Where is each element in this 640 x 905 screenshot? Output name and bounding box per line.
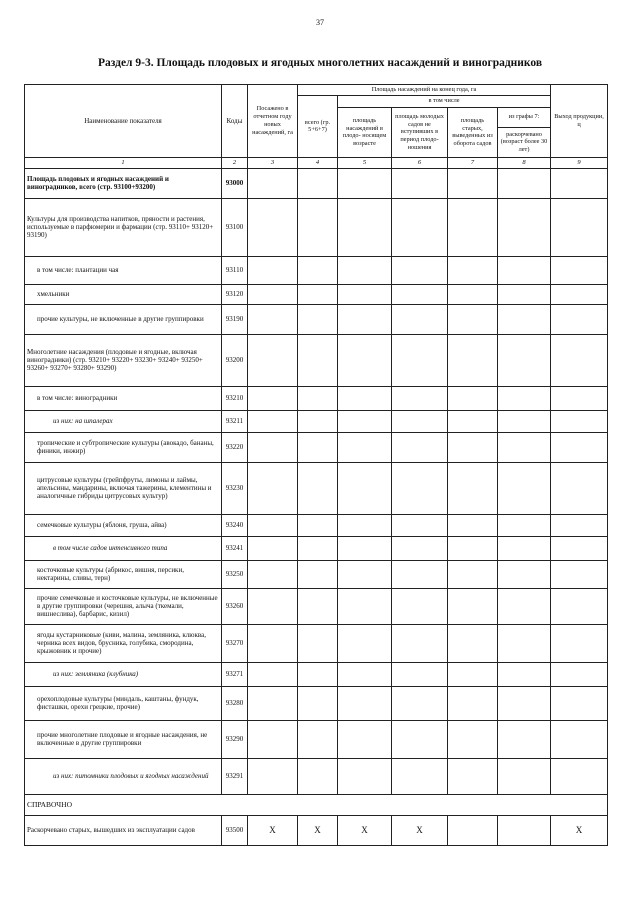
input-cell[interactable] bbox=[498, 304, 551, 334]
row-code: 93240 bbox=[222, 514, 248, 536]
form-table bbox=[24, 84, 608, 846]
input-cell[interactable] bbox=[498, 514, 551, 536]
input-cell[interactable] bbox=[248, 514, 298, 536]
input-cell[interactable] bbox=[551, 386, 608, 410]
input-cell[interactable] bbox=[338, 432, 392, 462]
input-cell[interactable] bbox=[498, 386, 551, 410]
area-end-header: Площадь насаждений на конец года, га bbox=[298, 85, 551, 96]
input-cell[interactable] bbox=[338, 334, 392, 386]
input-cell[interactable] bbox=[498, 815, 551, 845]
input-cell[interactable] bbox=[551, 588, 608, 624]
row-name: Раскорчевано старых, вышедших из эксплуатации садов bbox=[25, 815, 222, 845]
input-cell[interactable] bbox=[298, 334, 338, 386]
input-cell[interactable] bbox=[498, 560, 551, 588]
input-cell[interactable] bbox=[298, 432, 338, 462]
input-cell[interactable] bbox=[338, 462, 392, 514]
row-code: 93260 bbox=[222, 588, 248, 624]
input-cell[interactable] bbox=[392, 686, 448, 720]
row-name: тропические и субтропические культуры (авокадо, бананы, финики, инжир) bbox=[25, 432, 222, 462]
input-cell[interactable] bbox=[338, 168, 392, 198]
input-cell[interactable] bbox=[551, 514, 608, 536]
input-cell[interactable] bbox=[498, 686, 551, 720]
table-row bbox=[25, 686, 608, 720]
row-name: семечковые культуры (яблоня, груша, айва) bbox=[25, 514, 222, 536]
input-cell[interactable] bbox=[448, 284, 498, 304]
input-cell[interactable] bbox=[448, 536, 498, 560]
col-old-header: площадь старых, выведенных из оборота садов bbox=[448, 107, 498, 157]
input-cell[interactable] bbox=[248, 410, 298, 432]
input-cell[interactable] bbox=[248, 334, 298, 386]
row-code: 93290 bbox=[222, 720, 248, 758]
input-cell[interactable] bbox=[392, 462, 448, 514]
input-cell[interactable] bbox=[248, 662, 298, 686]
row-name: в том числе садов интенсивного типа bbox=[25, 536, 222, 560]
input-cell[interactable] bbox=[298, 256, 338, 284]
input-cell[interactable] bbox=[298, 662, 338, 686]
input-cell[interactable] bbox=[448, 256, 498, 284]
input-cell[interactable] bbox=[338, 386, 392, 410]
input-cell[interactable] bbox=[498, 720, 551, 758]
row-name: прочие культуры, не включенные в другие группировки bbox=[25, 304, 222, 334]
input-cell[interactable] bbox=[298, 410, 338, 432]
input-cell[interactable] bbox=[448, 624, 498, 662]
row-name: Культуры для производства напитков, пряности и растения, используемые в парфюмерии и фармации (стр. 93110+ 93120+ 93190) bbox=[25, 198, 222, 256]
input-cell[interactable] bbox=[448, 168, 498, 198]
table-row bbox=[25, 758, 608, 794]
input-cell[interactable] bbox=[248, 588, 298, 624]
input-cell[interactable] bbox=[298, 536, 338, 560]
x-mark: X bbox=[392, 815, 448, 845]
table-row bbox=[25, 514, 608, 536]
table-row bbox=[25, 334, 608, 386]
col-fruiting-header: площадь насаждений в плодо- носящем возрасте bbox=[338, 107, 392, 157]
input-cell[interactable] bbox=[248, 536, 298, 560]
input-cell[interactable] bbox=[338, 686, 392, 720]
input-cell[interactable] bbox=[551, 410, 608, 432]
row-name: хмельники bbox=[25, 284, 222, 304]
input-cell[interactable] bbox=[338, 588, 392, 624]
input-cell[interactable] bbox=[298, 168, 338, 198]
column-number: 2 bbox=[222, 157, 248, 168]
column-numbers-row bbox=[25, 157, 608, 168]
col-planted-header: Посажено в отчетном году новых насаждений, га bbox=[248, 85, 298, 158]
input-cell[interactable] bbox=[448, 432, 498, 462]
input-cell[interactable] bbox=[498, 536, 551, 560]
input-cell[interactable] bbox=[248, 560, 298, 588]
input-cell[interactable] bbox=[448, 720, 498, 758]
input-cell[interactable] bbox=[248, 284, 298, 304]
input-cell[interactable] bbox=[338, 304, 392, 334]
input-cell[interactable] bbox=[498, 256, 551, 284]
input-cell[interactable] bbox=[248, 256, 298, 284]
input-cell[interactable] bbox=[248, 686, 298, 720]
table-row bbox=[25, 588, 608, 624]
row-code: 93250 bbox=[222, 560, 248, 588]
input-cell[interactable] bbox=[248, 720, 298, 758]
input-cell[interactable] bbox=[392, 624, 448, 662]
row-name: цитрусовые культуры (грейпфруты, лимоны и лаймы, апельсины, мандарины, включая тажерины, клементины и аналогичные гибриды цитрусовых культур) bbox=[25, 462, 222, 514]
row-code: 93120 bbox=[222, 284, 248, 304]
table-row bbox=[25, 284, 608, 304]
col-output-header: Выход продукции, ц bbox=[551, 85, 608, 158]
input-cell[interactable] bbox=[338, 256, 392, 284]
row-code: 93190 bbox=[222, 304, 248, 334]
row-name: ягоды кустарниковые (киви, малина, земляника, клюква, черника всех видов, брусника, голубика, смородина, крыжовник и прочие) bbox=[25, 624, 222, 662]
input-cell[interactable] bbox=[392, 168, 448, 198]
input-cell[interactable] bbox=[298, 560, 338, 588]
column-number: 7 bbox=[448, 157, 498, 168]
col-name-header: Наименование показателя bbox=[25, 85, 222, 158]
input-cell[interactable] bbox=[392, 386, 448, 410]
input-cell[interactable] bbox=[551, 304, 608, 334]
input-cell[interactable] bbox=[448, 588, 498, 624]
input-cell[interactable] bbox=[338, 624, 392, 662]
x-mark: X bbox=[248, 815, 298, 845]
column-number: 3 bbox=[248, 157, 298, 168]
input-cell[interactable] bbox=[551, 662, 608, 686]
reference-heading-row bbox=[25, 794, 608, 815]
row-code: 93220 bbox=[222, 432, 248, 462]
input-cell[interactable] bbox=[338, 410, 392, 432]
input-cell[interactable] bbox=[298, 588, 338, 624]
input-cell[interactable] bbox=[448, 560, 498, 588]
input-cell[interactable] bbox=[298, 284, 338, 304]
input-cell[interactable] bbox=[448, 662, 498, 686]
table-row bbox=[25, 198, 608, 256]
reference-row bbox=[25, 815, 608, 845]
col-uprooted-header: раскорчевано (возраст более 30 лет) bbox=[498, 127, 551, 157]
input-cell[interactable] bbox=[338, 720, 392, 758]
input-cell[interactable] bbox=[448, 198, 498, 256]
input-cell[interactable] bbox=[551, 536, 608, 560]
col-total-header: всего (гр. 5+6+7) bbox=[298, 95, 338, 157]
input-cell[interactable] bbox=[551, 168, 608, 198]
table-row bbox=[25, 560, 608, 588]
input-cell[interactable] bbox=[338, 662, 392, 686]
row-code: 93270 bbox=[222, 624, 248, 662]
row-name: косточковые культуры (абрикос, вишня, персики, нектарины, сливы, терн) bbox=[25, 560, 222, 588]
column-number: 6 bbox=[392, 157, 448, 168]
input-cell[interactable] bbox=[338, 284, 392, 304]
input-cell[interactable] bbox=[392, 560, 448, 588]
input-cell[interactable] bbox=[298, 304, 338, 334]
input-cell[interactable] bbox=[392, 410, 448, 432]
input-cell[interactable] bbox=[448, 758, 498, 794]
input-cell[interactable] bbox=[498, 284, 551, 304]
input-cell[interactable] bbox=[392, 514, 448, 536]
column-number: 8 bbox=[498, 157, 551, 168]
input-cell[interactable] bbox=[248, 198, 298, 256]
row-code: 93210 bbox=[222, 386, 248, 410]
input-cell[interactable] bbox=[551, 432, 608, 462]
input-cell[interactable] bbox=[448, 334, 498, 386]
of-col7-header: из графы 7: bbox=[498, 107, 551, 127]
input-cell[interactable] bbox=[392, 304, 448, 334]
row-code: 93230 bbox=[222, 462, 248, 514]
input-cell[interactable] bbox=[498, 410, 551, 432]
x-mark: X bbox=[298, 815, 338, 845]
input-cell[interactable] bbox=[248, 304, 298, 334]
input-cell[interactable] bbox=[498, 198, 551, 256]
section-title: Раздел 9-3. Площадь плодовых и ягодных многолетних насаждений и виноградников bbox=[97, 57, 543, 69]
input-cell[interactable] bbox=[448, 304, 498, 334]
row-code: 93211 bbox=[222, 410, 248, 432]
input-cell[interactable] bbox=[448, 386, 498, 410]
input-cell[interactable] bbox=[338, 536, 392, 560]
column-number: 1 bbox=[25, 157, 222, 168]
input-cell[interactable] bbox=[448, 686, 498, 720]
input-cell[interactable] bbox=[392, 536, 448, 560]
row-code: 93500 bbox=[222, 815, 248, 845]
input-cell[interactable] bbox=[298, 758, 338, 794]
row-code: 93000 bbox=[222, 168, 248, 198]
input-cell[interactable] bbox=[498, 758, 551, 794]
input-cell[interactable] bbox=[392, 720, 448, 758]
input-cell[interactable] bbox=[298, 386, 338, 410]
input-cell[interactable] bbox=[298, 686, 338, 720]
column-number: 5 bbox=[338, 157, 392, 168]
row-code: 93271 bbox=[222, 662, 248, 686]
input-cell[interactable] bbox=[298, 624, 338, 662]
reference-heading: СПРАВОЧНО bbox=[25, 794, 608, 815]
input-cell[interactable] bbox=[448, 462, 498, 514]
input-cell[interactable] bbox=[551, 720, 608, 758]
input-cell[interactable] bbox=[448, 514, 498, 536]
table-row bbox=[25, 720, 608, 758]
row-code: 93100 bbox=[222, 198, 248, 256]
row-code: 93280 bbox=[222, 686, 248, 720]
row-name: орехоплодовые культуры (миндаль, каштаны, фундук, фисташки, орехи грецкие, прочие) bbox=[25, 686, 222, 720]
row-name: из них: питомники плодовых и ягодных насаждений bbox=[25, 758, 222, 794]
input-cell[interactable] bbox=[551, 624, 608, 662]
table-row bbox=[25, 304, 608, 334]
input-cell[interactable] bbox=[551, 198, 608, 256]
input-cell[interactable] bbox=[498, 462, 551, 514]
table-row bbox=[25, 168, 608, 198]
input-cell[interactable] bbox=[248, 624, 298, 662]
row-name: прочие многолетние плодовые и ягодные насаждения, не включенные в другие группировки bbox=[25, 720, 222, 758]
input-cell[interactable] bbox=[338, 198, 392, 256]
table-row bbox=[25, 386, 608, 410]
x-mark: X bbox=[338, 815, 392, 845]
input-cell[interactable] bbox=[392, 198, 448, 256]
table-row bbox=[25, 410, 608, 432]
row-name: в том числе: виноградники bbox=[25, 386, 222, 410]
row-name: прочие семечковые и косточковые культуры, не включенные в другие группировки (черешня, алыча (ткемали, вишнеслива), барбарис, кизил) bbox=[25, 588, 222, 624]
col-young-header: площадь молодых садов не вступивших в период плодо- ношения bbox=[392, 107, 448, 157]
row-name: в том числе: плантации чая bbox=[25, 256, 222, 284]
input-cell[interactable] bbox=[298, 720, 338, 758]
row-name: Многолетние насаждения (плодовые и ягодные, включая виноградники) (стр. 93210+ 93220+ 93230+ 93240+ 93250+ 93260+ 93270+ 93280+ 93290) bbox=[25, 334, 222, 386]
input-cell[interactable] bbox=[498, 662, 551, 686]
input-cell[interactable] bbox=[248, 386, 298, 410]
page-number: 37 bbox=[316, 18, 324, 27]
input-cell[interactable] bbox=[392, 284, 448, 304]
input-cell[interactable] bbox=[551, 758, 608, 794]
input-cell[interactable] bbox=[248, 758, 298, 794]
column-number: 4 bbox=[298, 157, 338, 168]
input-cell[interactable] bbox=[298, 514, 338, 536]
table-row bbox=[25, 662, 608, 686]
table-row bbox=[25, 256, 608, 284]
row-code: 93241 bbox=[222, 536, 248, 560]
col-codes-header: Коды bbox=[222, 85, 248, 158]
input-cell[interactable] bbox=[392, 662, 448, 686]
input-cell[interactable] bbox=[498, 334, 551, 386]
table-row bbox=[25, 432, 608, 462]
input-cell[interactable] bbox=[248, 432, 298, 462]
input-cell[interactable] bbox=[551, 256, 608, 284]
row-name: из них: земляника (клубника) bbox=[25, 662, 222, 686]
input-cell[interactable] bbox=[551, 560, 608, 588]
column-number: 9 bbox=[551, 157, 608, 168]
row-code: 93110 bbox=[222, 256, 248, 284]
input-cell[interactable] bbox=[498, 624, 551, 662]
input-cell[interactable] bbox=[392, 256, 448, 284]
input-cell[interactable] bbox=[298, 198, 338, 256]
input-cell[interactable] bbox=[551, 462, 608, 514]
row-code: 93200 bbox=[222, 334, 248, 386]
table-row bbox=[25, 462, 608, 514]
table-row bbox=[25, 536, 608, 560]
in-that-header: в том числе bbox=[338, 95, 551, 107]
input-cell[interactable] bbox=[338, 514, 392, 536]
row-name: из них: на шпалерах bbox=[25, 410, 222, 432]
row-code: 93291 bbox=[222, 758, 248, 794]
x-mark: X bbox=[551, 815, 608, 845]
input-cell[interactable] bbox=[448, 815, 498, 845]
input-cell[interactable] bbox=[248, 462, 298, 514]
input-cell[interactable] bbox=[338, 560, 392, 588]
input-cell[interactable] bbox=[392, 588, 448, 624]
input-cell[interactable] bbox=[551, 686, 608, 720]
input-cell[interactable] bbox=[338, 758, 392, 794]
input-cell[interactable] bbox=[298, 462, 338, 514]
row-name: Площадь плодовых и ягодных насаждений и виноградников, всего (стр. 93100+93200) bbox=[25, 168, 222, 198]
input-cell[interactable] bbox=[498, 168, 551, 198]
input-cell[interactable] bbox=[551, 334, 608, 386]
input-cell[interactable] bbox=[392, 334, 448, 386]
input-cell[interactable] bbox=[498, 432, 551, 462]
input-cell[interactable] bbox=[551, 284, 608, 304]
input-cell[interactable] bbox=[392, 432, 448, 462]
input-cell[interactable] bbox=[498, 588, 551, 624]
table-row bbox=[25, 624, 608, 662]
input-cell[interactable] bbox=[448, 410, 498, 432]
input-cell[interactable] bbox=[248, 168, 298, 198]
input-cell[interactable] bbox=[392, 758, 448, 794]
